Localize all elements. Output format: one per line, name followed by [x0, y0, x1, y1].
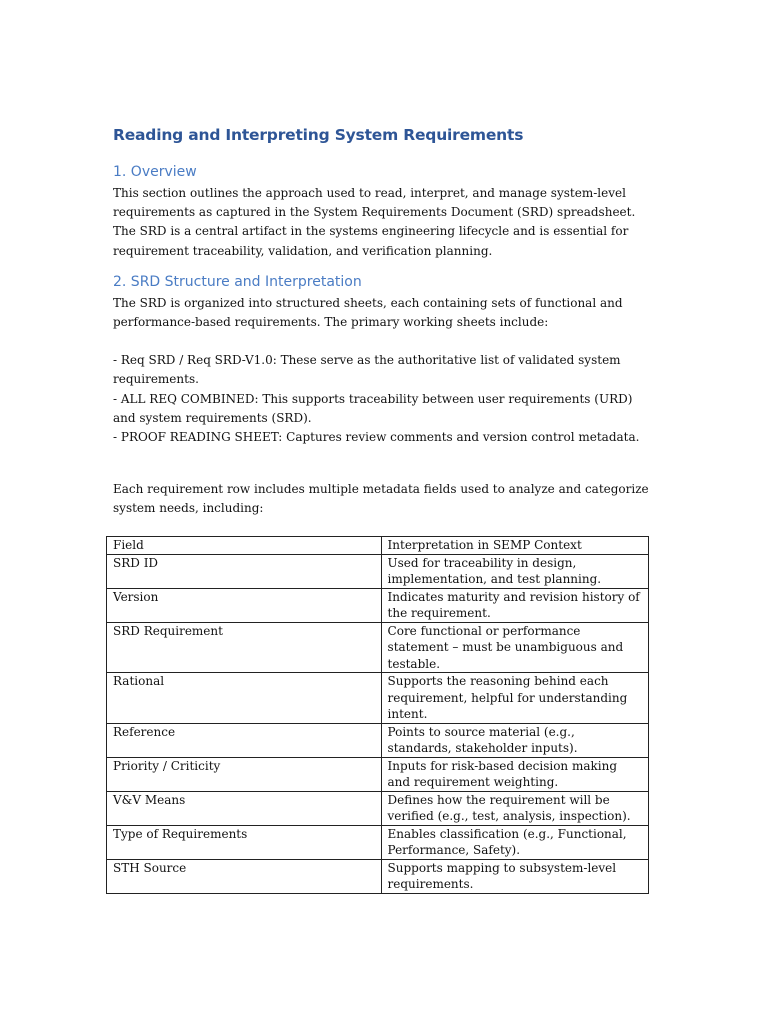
overview-paragraph: This section outlines the approach used to read, interpret, and manage system-level requirements as captured in the System Requirements Document (SRD) spreadsheet. The SRD is a central artifact in the systems engineering lifecycle and is essential for requirement traceability, validation, and verification planning. — [113, 186, 636, 258]
table-row — [107, 825, 649, 859]
table-row — [107, 588, 649, 622]
sheet-list-item: - ALL REQ COMBINED: This supports traceability between user requirements (URD) and system requirements (SRD). — [113, 391, 633, 425]
table-cell-interpretation: Supports the reasoning behind each requirement, helpful for understanding intent. — [381, 673, 648, 724]
table-cell-field: SRD Requirement — [107, 622, 382, 673]
sheet-list-item: - Req SRD / Req SRD-V1.0: These serve as the authoritative list of validated system requirements. — [113, 353, 621, 387]
table-row — [107, 622, 649, 673]
table-row — [107, 757, 649, 791]
table-row — [107, 859, 649, 893]
document-title: Reading and Interpreting System Requirements — [113, 126, 524, 144]
table-cell-field: V&V Means — [107, 791, 382, 825]
table-header-cell: Interpretation in SEMP Context — [381, 537, 648, 555]
table-header-row — [107, 537, 649, 555]
table-cell-interpretation: Enables classification (e.g., Functional, Performance, Safety). — [381, 825, 648, 859]
table-cell-interpretation: Inputs for risk-based decision making and requirement weighting. — [381, 757, 648, 791]
table-cell-interpretation: Used for traceability in design, implementation, and test planning. — [381, 554, 648, 588]
table-cell-interpretation: Points to source material (e.g., standards, stakeholder inputs). — [381, 723, 648, 757]
table-row — [107, 673, 649, 724]
table-cell-field: Rational — [107, 673, 382, 724]
table-cell-interpretation: Defines how the requirement will be verified (e.g., test, analysis, inspection). — [381, 791, 648, 825]
section-overview-heading: 1. Overview — [113, 164, 197, 180]
section-srd-structure-heading: 2. SRD Structure and Interpretation — [113, 273, 362, 290]
table-cell-interpretation: Supports mapping to subsystem-level requirements. — [381, 859, 648, 893]
table-cell-field: Priority / Criticity — [107, 757, 382, 791]
document-page — [113, 122, 653, 519]
table-row — [107, 554, 649, 588]
srd-structure-intro: The SRD is organized into structured sheets, each containing sets of functional and performance-based requirements. The primary working sheets include: — [113, 295, 623, 330]
table-header-cell: Field — [107, 537, 382, 555]
table-cell-field: STH Source — [107, 859, 382, 893]
sheet-list — [113, 351, 653, 447]
table-row — [107, 791, 649, 825]
table-cell-field: Version — [107, 588, 382, 622]
fields-intro-paragraph: Each requirement row includes multiple metadata fields used to analyze and categorize system needs, including: — [113, 482, 649, 516]
sheet-list-item: - PROOF READING SHEET: Captures review comments and version control metadata. — [113, 430, 640, 445]
table-row — [107, 723, 649, 757]
table-cell-field: Type of Requirements — [107, 825, 382, 859]
table-cell-field: Reference — [107, 723, 382, 757]
requirements-fields-table — [106, 536, 649, 894]
table-cell-interpretation: Core functional or performance statement – must be unambiguous and testable. — [381, 622, 648, 673]
table-cell-interpretation: Indicates maturity and revision history of the requirement. — [381, 588, 648, 622]
table-cell-field: SRD ID — [107, 554, 382, 588]
